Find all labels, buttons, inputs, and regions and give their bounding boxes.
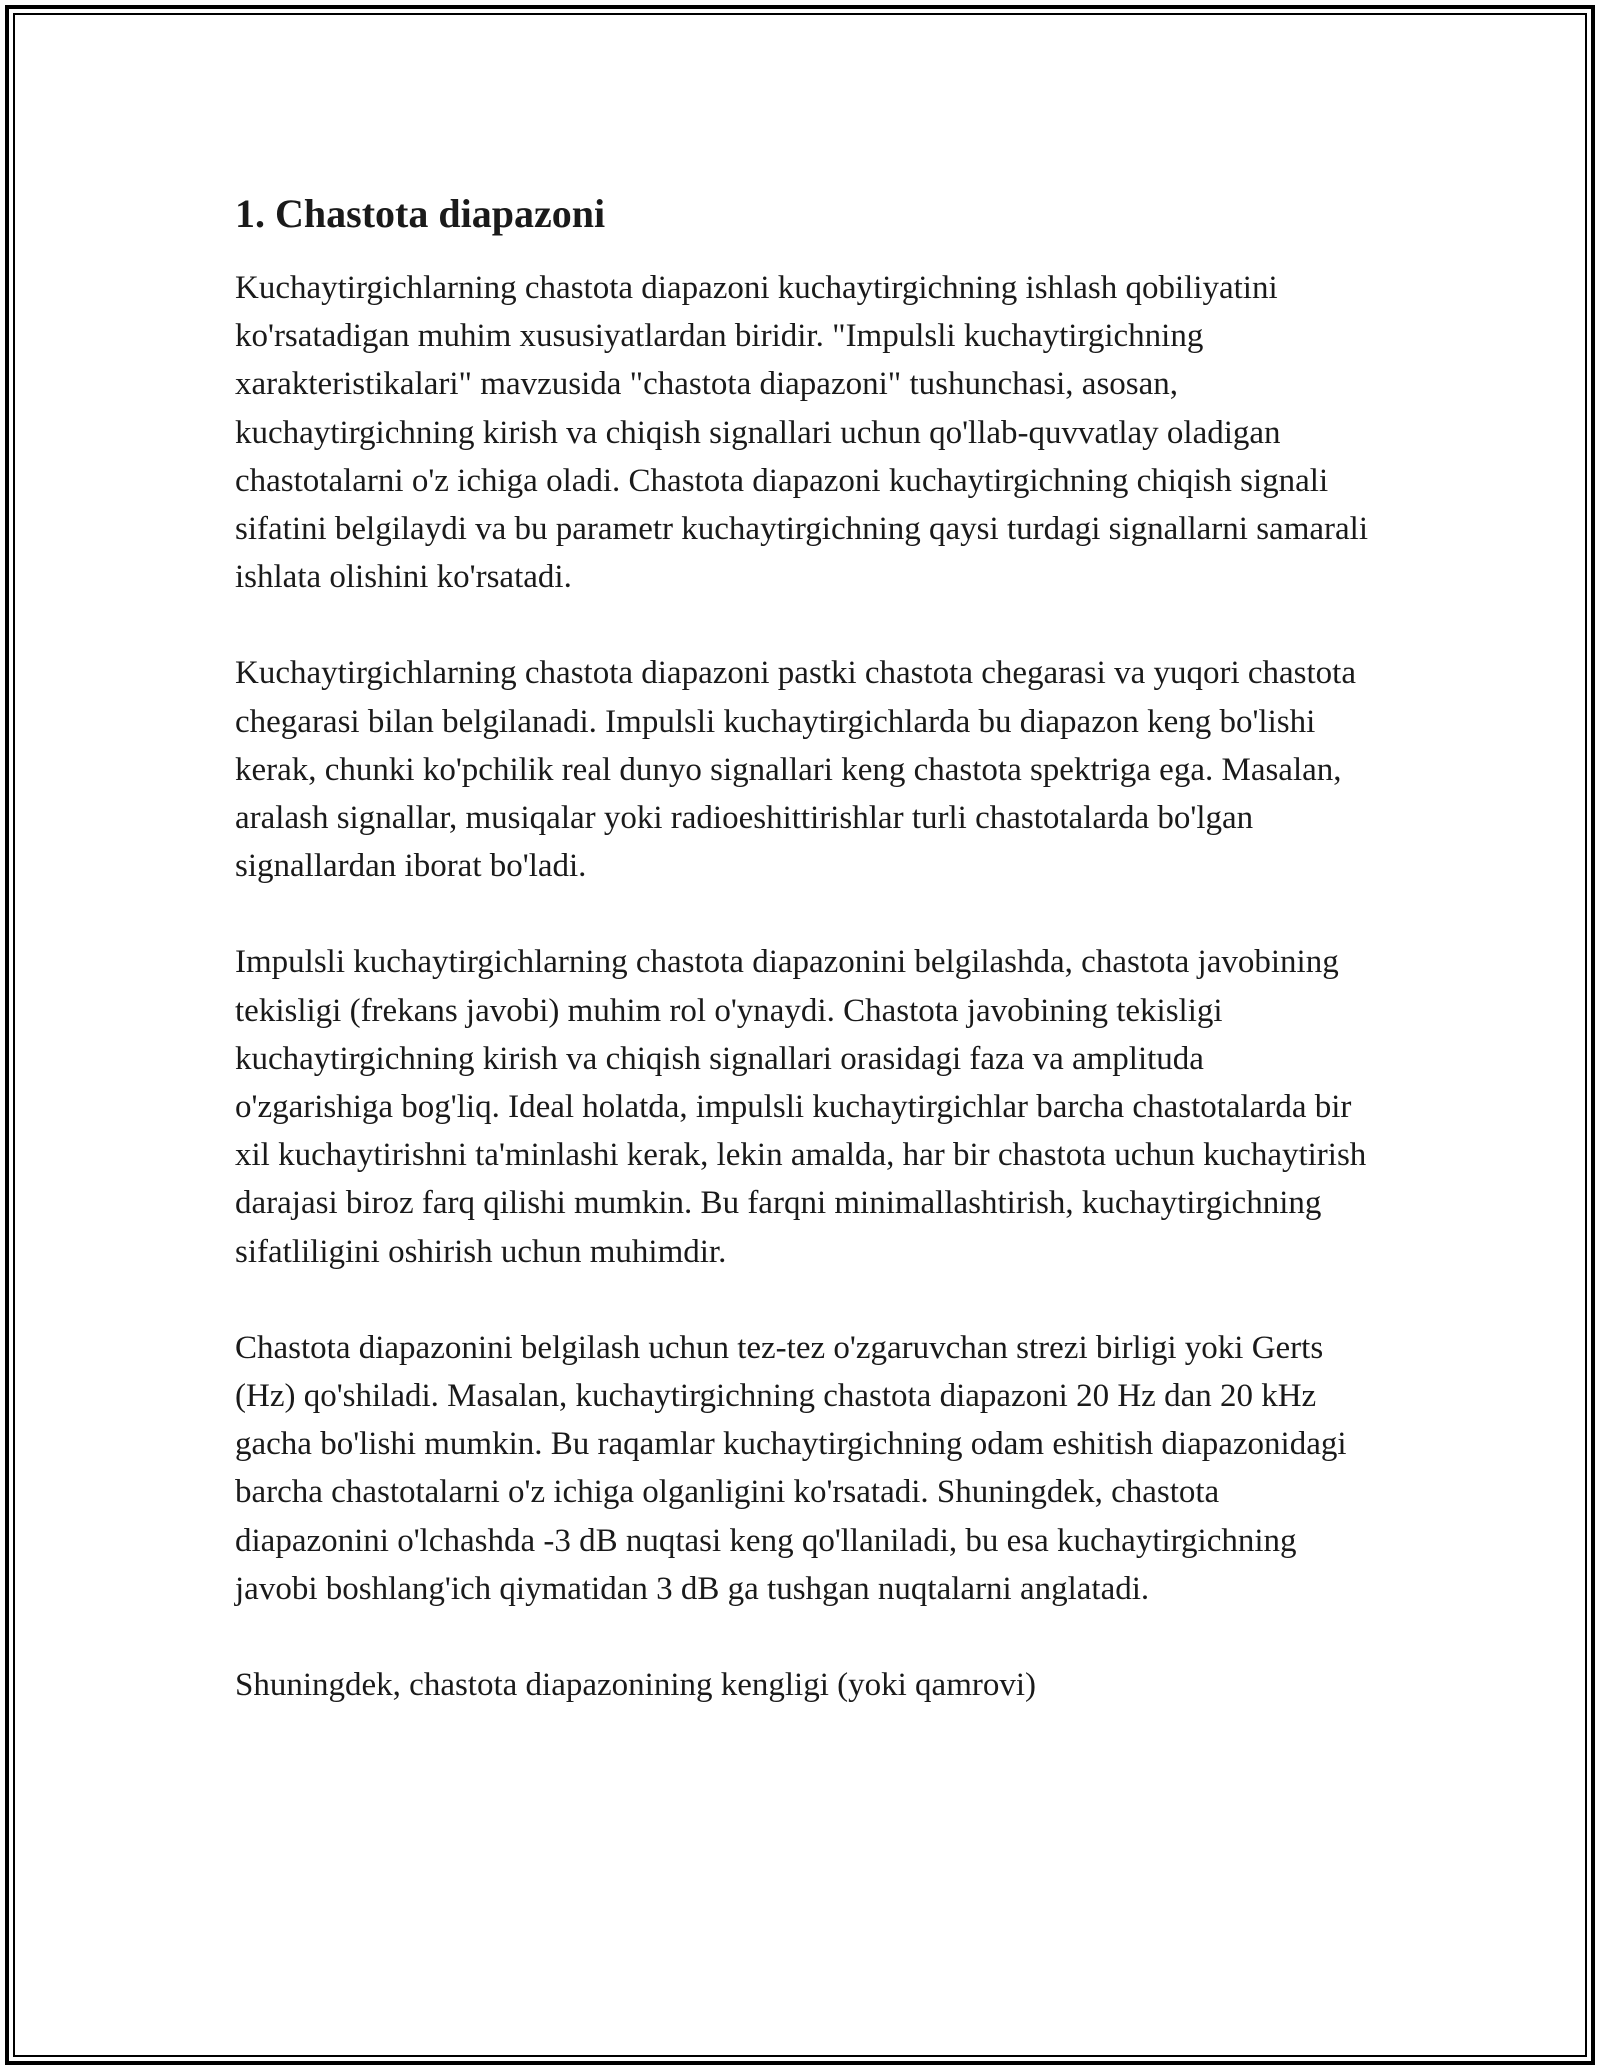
document-body <box>235 186 1370 1757</box>
paragraph-5: Shuningdek, chastota diapazonining kengligi (yoki qamrovi) <box>235 1667 1037 1704</box>
paragraph-3: Impulsli kuchaytirgichlarning chastota diapazonini belgilashda, chastota javobining tekisligi (frekans javobi) muhim rol o'ynaydi. Chastota javobining tekisligi kuchaytirgichning kirish va chiqish signallari orasidagi faza va amplituda o'zgarishiga bog'liq. Ideal holatda, impulsli kuchaytirgichlar barcha chastotalarda bir xil kuchaytirishni ta'minlashi kerak, lekin amalda, har bir chastota uchun kuchaytirish darajasi biroz farq qilishi mumkin. Bu farqni minimallashtirish, kuchaytirgichning sifatliligini oshirish uchun muhimdir. <box>235 944 1367 1270</box>
paragraph-2: Kuchaytirgichlarning chastota diapazoni pastki chastota chegarasi va yuqori chastota chegarasi bilan belgilanadi. Impulsli kuchaytirgichlarda bu diapazon keng bo'lishi kerak, chunki ko'pchilik real dunyo signallari keng chastota spektriga ega. Masalan, aralash signallar, musiqalar yoki radioeshittirishlar turli chastotalarda bo'lgan signallardan iborat bo'ladi. <box>235 655 1357 885</box>
section-heading: 1. Chastota diapazoni <box>235 191 606 236</box>
paragraph-4: Chastota diapazonini belgilash uchun tez-tez o'zgaruvchan strezi birligi yoki Gerts (Hz) qo'shiladi. Masalan, kuchaytirgichning chastota diapazoni 20 Hz dan 20 kHz gacha bo'lishi mumkin. Bu raqamlar kuchaytirgichning odam eshitish diapazonidagi barcha chastotalarni o'z ichiga olganligini ko'rsatadi. Shuningdek, chastota diapazonini o'lchashda -3 dB nuqtasi keng qo'llaniladi, bu esa kuchaytirgichning javobi boshlang'ich qiymatidan 3 dB ga tushgan nuqtalarni anglatadi. <box>235 1329 1347 1607</box>
paragraph-1: Kuchaytirgichlarning chastota diapazoni kuchaytirgichning ishlash qobiliyatini ko'rsatadigan muhim xususiyatlardan biridir. "Impulsli kuchaytirgichning xarakteristikalari" mavzusida "chastota diapazoni" tushunchasi, asosan, kuchaytirgichning kirish va chiqish signallari uchun qo'llab-quvvatlay oladigan chastotalarni o'z ichiga oladi. Chastota diapazoni kuchaytirgichning chiqish signali sifatini belgilaydi va bu parametr kuchaytirgichning qaysi turdagi signallarni samarali ishlata olishini ko'rsatadi. <box>235 270 1368 596</box>
